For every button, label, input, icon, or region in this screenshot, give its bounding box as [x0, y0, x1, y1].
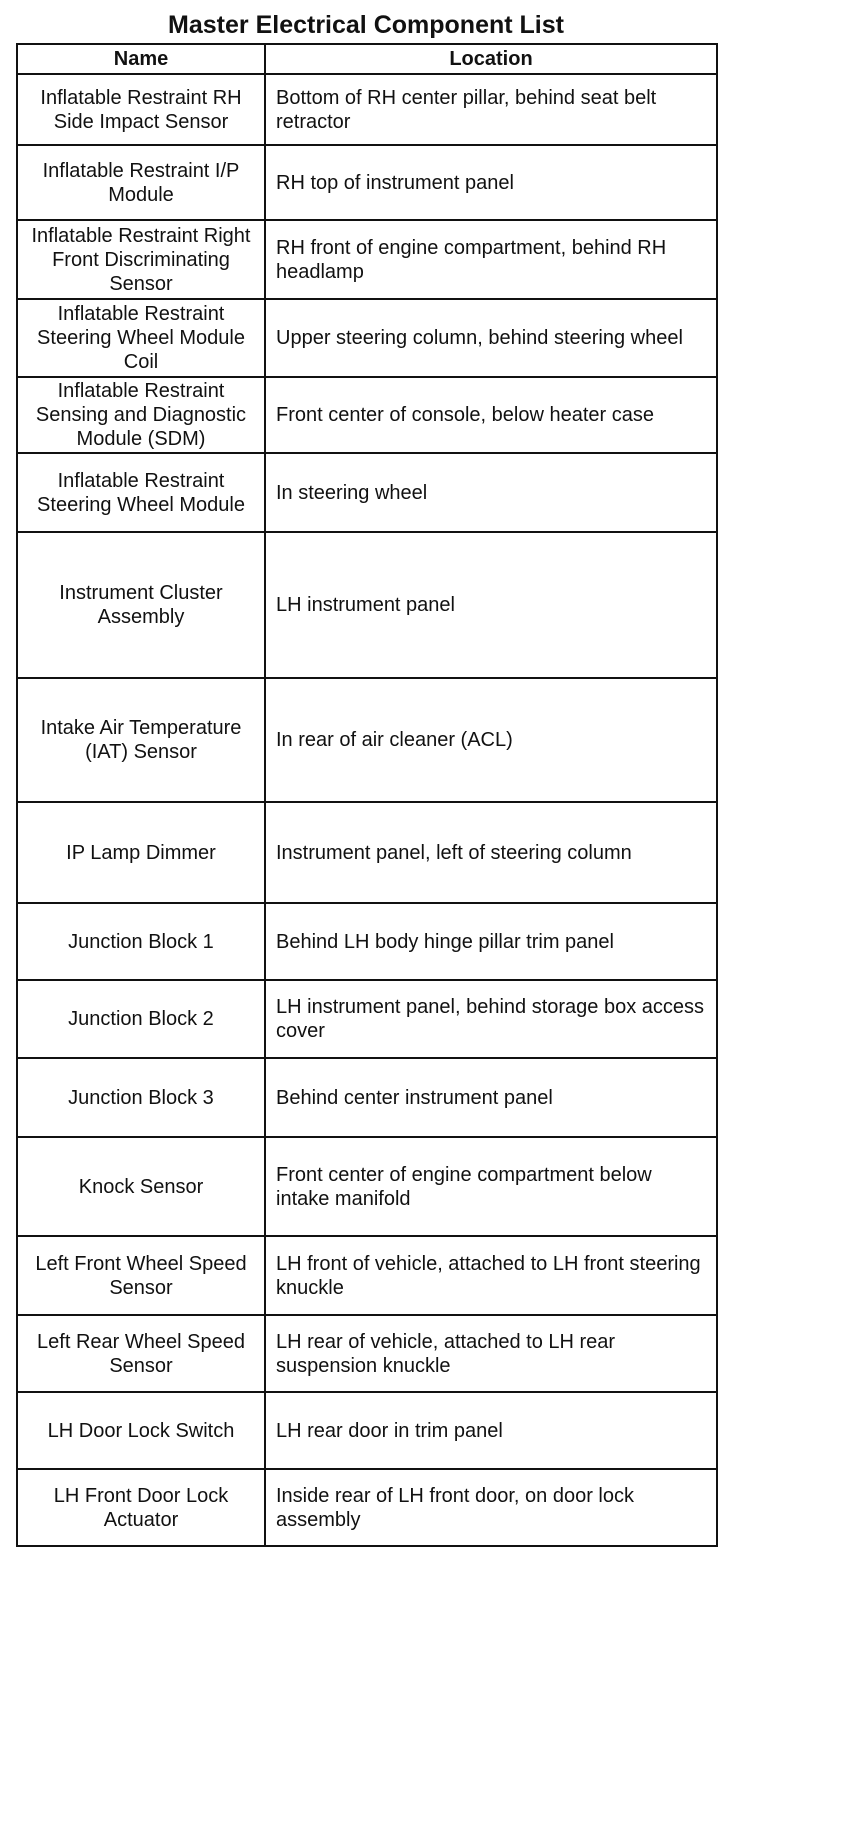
component-name: Junction Block 2: [17, 980, 265, 1058]
table-row: [17, 1236, 717, 1315]
component-name: Junction Block 1: [17, 903, 265, 980]
table-row: [17, 74, 717, 145]
table-row: [17, 1469, 717, 1546]
table-row: [17, 145, 717, 220]
component-name: Inflatable Restraint Steering Wheel Module Coil: [17, 299, 265, 377]
component-location: RH top of instrument panel: [265, 145, 717, 220]
component-location: In steering wheel: [265, 453, 717, 532]
page-title: Master Electrical Component List: [168, 11, 564, 39]
component-location: Bottom of RH center pillar, behind seat belt retractor: [265, 74, 717, 145]
table-row: [17, 1392, 717, 1469]
component-name: Left Front Wheel Speed Sensor: [17, 1236, 265, 1315]
component-name: Inflatable Restraint Sensing and Diagnostic Module (SDM): [17, 377, 265, 453]
component-name: Instrument Cluster Assembly: [17, 532, 265, 678]
component-name: Junction Block 3: [17, 1058, 265, 1137]
component-location: RH front of engine compartment, behind RH headlamp: [265, 220, 717, 299]
component-location: In rear of air cleaner (ACL): [265, 678, 717, 802]
table-row: [17, 1137, 717, 1236]
component-location: LH instrument panel, behind storage box access cover: [265, 980, 717, 1058]
component-table: [16, 43, 718, 1547]
table-row: [17, 220, 717, 299]
component-name: Left Rear Wheel Speed Sensor: [17, 1315, 265, 1392]
component-location: Behind center instrument panel: [265, 1058, 717, 1137]
component-location: LH rear door in trim panel: [265, 1392, 717, 1469]
component-location: LH front of vehicle, attached to LH front steering knuckle: [265, 1236, 717, 1315]
component-name: Inflatable Restraint Right Front Discriminating Sensor: [17, 220, 265, 299]
table-row: [17, 802, 717, 903]
component-name: Inflatable Restraint RH Side Impact Sensor: [17, 74, 265, 145]
table-row: [17, 299, 717, 377]
table-row: [17, 1058, 717, 1137]
component-location: Front center of engine compartment below intake manifold: [265, 1137, 717, 1236]
column-header-name: Name: [17, 44, 265, 74]
component-name: Inflatable Restraint I/P Module: [17, 145, 265, 220]
component-name: LH Front Door Lock Actuator: [17, 1469, 265, 1546]
column-header-location: Location: [265, 44, 717, 74]
component-location: Inside rear of LH front door, on door lock assembly: [265, 1469, 717, 1546]
table-row: [17, 678, 717, 802]
table-row: [17, 980, 717, 1058]
component-name: IP Lamp Dimmer: [17, 802, 265, 903]
component-location: Behind LH body hinge pillar trim panel: [265, 903, 717, 980]
component-location: Front center of console, below heater case: [265, 377, 717, 453]
component-name: Intake Air Temperature (IAT) Sensor: [17, 678, 265, 802]
table-row: [17, 1315, 717, 1392]
component-name: Knock Sensor: [17, 1137, 265, 1236]
component-name: LH Door Lock Switch: [17, 1392, 265, 1469]
table-header-row: [17, 44, 717, 74]
table-row: [17, 377, 717, 453]
component-location: LH instrument panel: [265, 532, 717, 678]
table-row: [17, 903, 717, 980]
table-row: [17, 453, 717, 532]
table-row: [17, 532, 717, 678]
component-location: Instrument panel, left of steering column: [265, 802, 717, 903]
component-location: LH rear of vehicle, attached to LH rear suspension knuckle: [265, 1315, 717, 1392]
component-name: Inflatable Restraint Steering Wheel Module: [17, 453, 265, 532]
component-location: Upper steering column, behind steering wheel: [265, 299, 717, 377]
